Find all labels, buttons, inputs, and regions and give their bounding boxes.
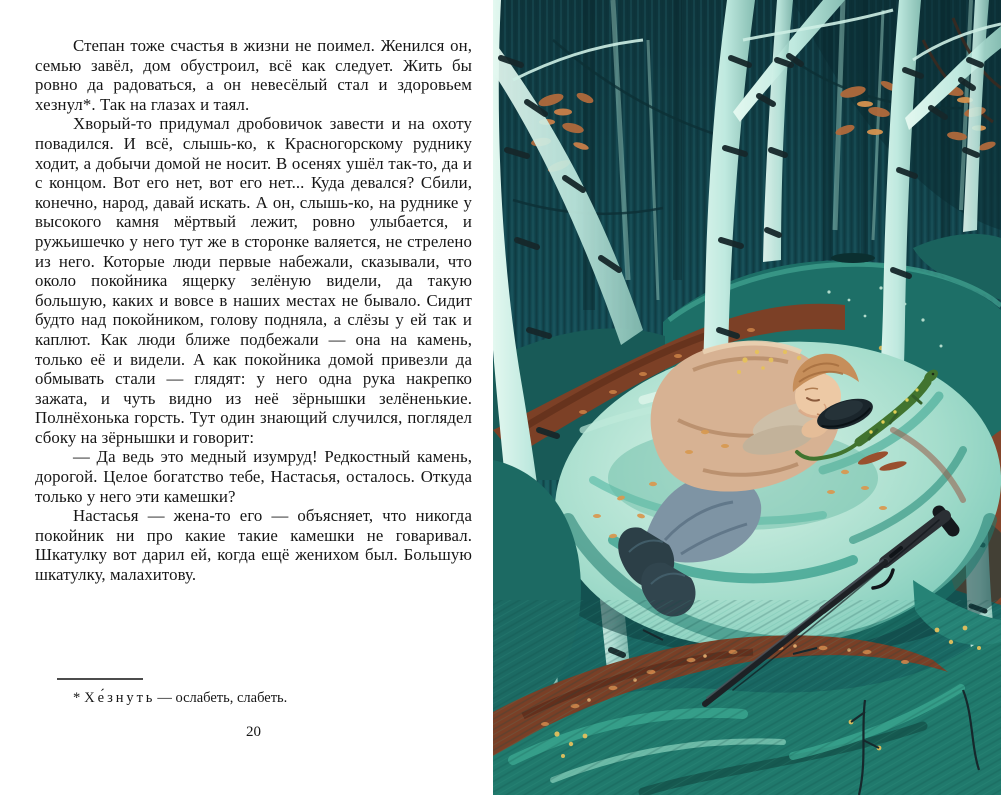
page-number: 20 xyxy=(246,724,261,740)
paragraph-1: Степан тоже счастья в жизни не поимел. Женился он, семью завёл, дом обустроил, всё как следует. Жить бы ровно да радоваться, а он невесёлый стал и здоровьем хезнул*. Так на глазах и таял. xyxy=(35,36,472,114)
paragraph-2: Хворый-то придумал дробовичок завести и на охоту повадился. И всё, слышь-ко, к Красногорскому руднику ходит, а добычи домой не носит. В осенях ушёл так-то, да и с концом. Вот его нет, вот его нет... Куда девался? Сбили, конечно, народ, давай искать. А он, слышь-ко, на руднике у высокого камня мёртвый лежит, ровно улыбается, и ружьишечко у него тут же в сторонке валяется, не стрелено из него. Которые люди первые набежали, сказывали, что около покойника ящерку зелёную видели, да такую большую, каких и вовсе в наших местах не бывало. Сидит будто над покойником, голову подняла, а слёзы у ей так и каплют. Как люди ближе подбежали — она на камень, только её и видели. А как покойника домой привезли да обмывать стали — глядят: у него одна рука накрепко зажата, и чуть видно из неё зёрнышки зелёненькие. Полнёхонька горсть. Тут один знающий случился, поглядел сбоку на зёрнышки и говорит: xyxy=(35,114,472,447)
forest-illustration xyxy=(493,0,1001,795)
story-text xyxy=(35,36,472,585)
footnote-divider xyxy=(57,678,143,680)
footnote-term: Хе́знуть xyxy=(84,689,156,706)
footnote-text xyxy=(35,689,472,707)
footnote xyxy=(35,678,472,707)
footnote-marker: * xyxy=(73,689,81,706)
right-page xyxy=(493,0,1001,795)
paragraph-4: Настасья — жена-то его — объясняет, что никогда покойник ни про какие такие камешки не говаривал. Шкатулку вот дарил ей, когда ещё женихом был. Большую шкатулку, малахитову. xyxy=(35,506,472,585)
footnote-definition: — ослабеть, слабеть. xyxy=(157,689,288,706)
paragraph-3: — Да ведь это медный изумруд! Редкостный камень, дорогой. Целое богатство тебе, Настасья, осталось. Откуда только у него эти камешки? xyxy=(35,447,472,506)
left-page xyxy=(0,0,493,795)
